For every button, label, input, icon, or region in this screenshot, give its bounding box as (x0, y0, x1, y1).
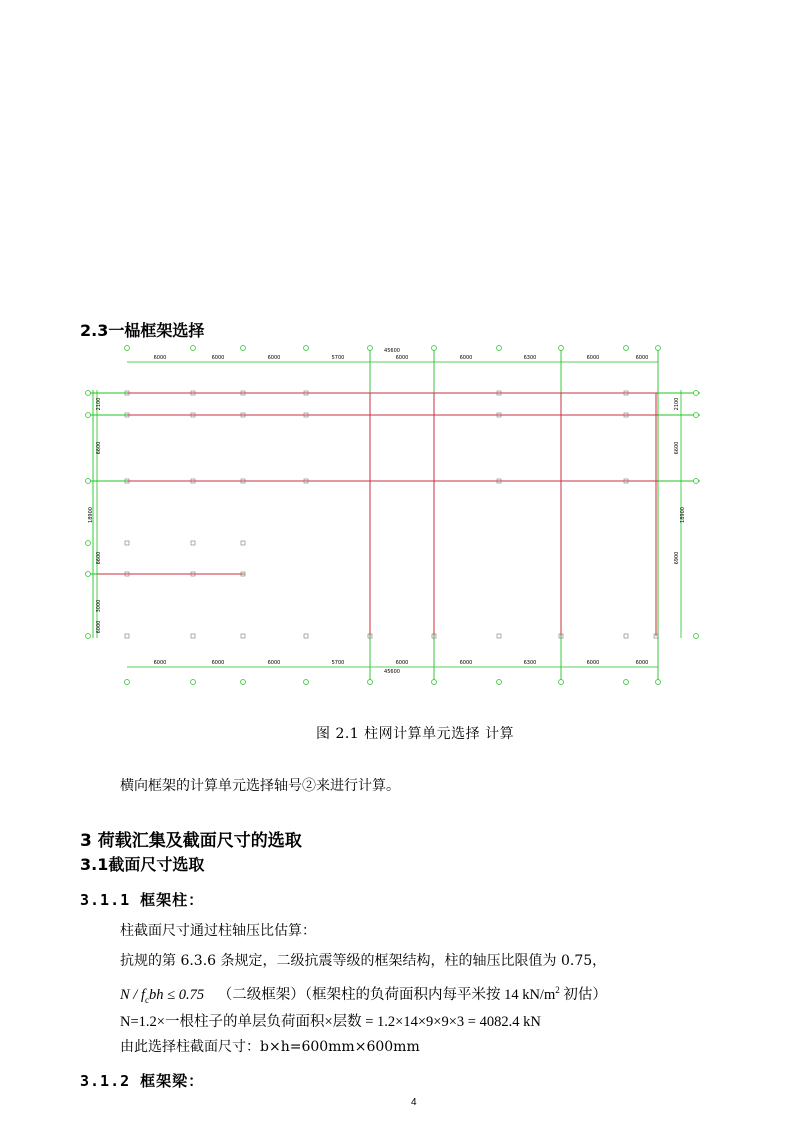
section-heading-3-1-2: 3.1.2 框架梁： (80, 1072, 205, 1090)
dim-left-3: 6600 (96, 551, 102, 565)
dim-top-2: 6000 (211, 355, 225, 361)
page-number: 4 (411, 1097, 417, 1108)
dim-top-7: 6300 (523, 355, 537, 361)
dim-top-6: 6000 (459, 355, 473, 361)
dim-bottom-total: 45600 (384, 669, 400, 675)
dim-right-2: 6600 (674, 441, 680, 455)
eq1-superscript: 2 (555, 985, 560, 996)
dim-bottom-7: 6300 (523, 660, 537, 666)
section-heading-3-1: 3.1截面尺寸选取 (80, 855, 205, 874)
dim-top-3: 6000 (267, 355, 281, 361)
dim-left-2: 6600 (96, 441, 102, 455)
eq1-note: （二级框架）（框架柱的负荷面积内每平米按 14 kN/m (217, 987, 556, 1003)
left-dimension-labels (88, 398, 102, 634)
column-estimation-intro: 柱截面尺寸通过柱轴压比估算： (120, 923, 316, 939)
dim-top-total: 45600 (384, 348, 400, 354)
axis-bubbles (86, 346, 699, 685)
dim-top-8: 6000 (586, 355, 600, 361)
dim-bottom-3: 6000 (267, 660, 281, 666)
dim-bottom-2: 6000 (211, 660, 225, 666)
figure-caption: 图 2.1 柱网计算单元选择 计算 (316, 726, 515, 742)
axial-ratio-equation (120, 983, 607, 1005)
dim-right-3: 18900 (680, 507, 686, 523)
paragraph-axis-selection: 横向框架的计算单元选择轴号②来进行计算。 (120, 778, 400, 794)
dim-right-4: 6900 (674, 551, 680, 565)
dim-top-1: 6000 (153, 355, 167, 361)
column-markers (125, 391, 658, 638)
dim-left-4: 3000 (96, 599, 102, 613)
axial-force-equation: N=1.2×一根柱子的单层负荷面积×层数 = 1.2×14×9×9×3 = 4082.4 kN (120, 1014, 541, 1030)
section-heading-2-3: 2.3一榀框架选择 (80, 321, 205, 340)
eq1-lhs: N / f (120, 987, 145, 1003)
code-provision-text: 抗规的第 6.3.6 条规定，二级抗震等级的框架结构，柱的轴压比限值为 0.75， (120, 953, 607, 969)
dim-bottom-9: 6000 (635, 660, 649, 666)
eq1-note-end: 初估） (559, 987, 607, 1003)
dim-top-9: 6000 (635, 355, 649, 361)
dim-top-5: 6000 (395, 355, 409, 361)
eq1-subscript: c (144, 994, 149, 1005)
eq1-rest: bh ≤ 0.75 (148, 987, 205, 1003)
dim-bottom-4: 5700 (331, 660, 345, 666)
dim-left-total: 18900 (88, 507, 94, 523)
dim-bottom-8: 6000 (586, 660, 600, 666)
dim-left-5: 6000 (96, 620, 102, 634)
dim-bottom-1: 6000 (153, 660, 167, 666)
section-heading-3: 3 荷载汇集及截面尺寸的选取 (80, 831, 302, 851)
dim-left-1: 2100 (96, 397, 102, 411)
dim-bottom-5: 6000 (395, 660, 409, 666)
bottom-dimension-labels (154, 660, 649, 675)
top-dimension-labels (154, 348, 649, 361)
dim-bottom-6: 6000 (459, 660, 473, 666)
dim-right-1: 2100 (674, 397, 680, 411)
section-heading-3-1-1: 3.1.1 框架柱： (80, 891, 205, 909)
column-grid-drawing (80, 340, 710, 690)
column-section-result: 由此选择柱截面尺寸：b×h=600mm×600mm (120, 1039, 420, 1055)
dim-top-4: 5700 (331, 355, 345, 361)
